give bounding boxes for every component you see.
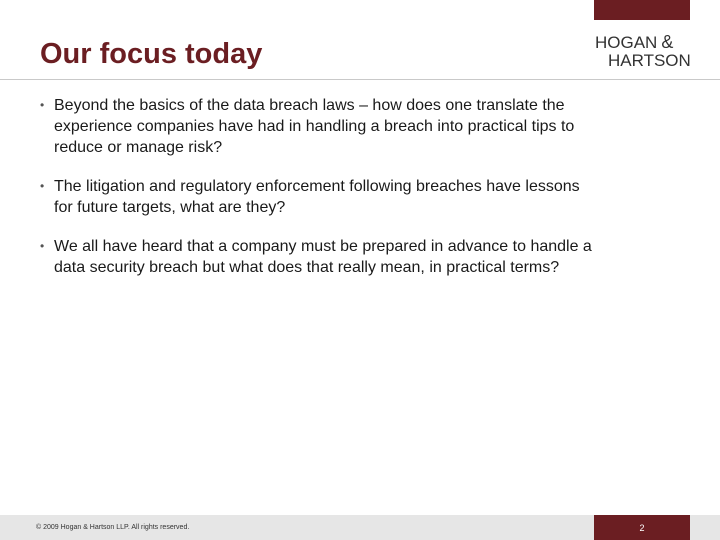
bullet-item-2 — [36, 176, 596, 218]
slide-footer — [0, 515, 720, 540]
bullet-item-3 — [36, 236, 596, 278]
page-number: 2 — [639, 523, 645, 533]
bullet-text-3: We all have heard that a company must be prepared in advance to handle a data security breach but what does that really mean, in practical terms? — [54, 238, 592, 276]
bullet-marker: • — [40, 239, 45, 253]
slide-title: Our focus today — [40, 38, 263, 70]
page-number-box — [594, 515, 690, 540]
bullet-marker: • — [40, 179, 45, 193]
top-accent-bar — [594, 0, 690, 20]
title-divider — [0, 79, 720, 80]
bullet-marker: • — [40, 98, 45, 112]
logo-line-1 — [595, 33, 695, 52]
logo-word-hartson: HARTSON — [608, 51, 691, 70]
bullet-item-1 — [36, 95, 596, 158]
bullet-text-2: The litigation and regulatory enforcement following breaches have lessons for future targets, what are they? — [54, 178, 580, 216]
bullet-text-1: Beyond the basics of the data breach laws – how does one translate the experience companies have had in handling a breach into practical tips to reduce or manage risk? — [54, 97, 575, 156]
copyright-notice: © 2009 Hogan & Hartson LLP. All rights reserved. — [36, 524, 190, 531]
bullet-list — [36, 95, 596, 296]
logo-word-hogan: HOGAN — [595, 33, 658, 52]
logo-ampersand: & — [661, 32, 674, 52]
company-logo — [595, 33, 695, 70]
